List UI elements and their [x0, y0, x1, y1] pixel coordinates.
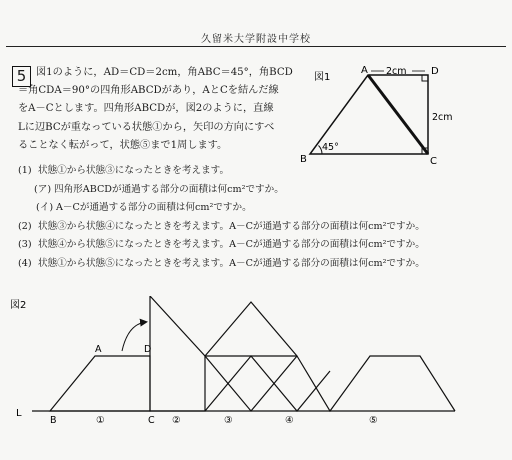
- question-text: A－Cが通過する部分の面積は何cm²ですか。: [56, 202, 252, 214]
- problem-statement: [18, 64, 314, 155]
- state-4-shape: [205, 356, 330, 411]
- label-d: D: [144, 344, 152, 355]
- state-5-label: ⑤: [369, 415, 378, 426]
- statement-line: 図1のように，AD＝CD＝2cm，角ABC＝45°，角BCD: [36, 67, 293, 78]
- right-angle-mark-d: [422, 75, 428, 81]
- label-d: D: [431, 66, 439, 77]
- state-2-label: ②: [172, 415, 181, 426]
- problem-number: 5: [12, 66, 31, 87]
- question-4: [18, 255, 425, 274]
- diagonal-a-c: [368, 75, 428, 154]
- figure-2-title: 図2: [10, 300, 27, 311]
- state-2-shape: [150, 296, 205, 411]
- question-1a: [18, 181, 425, 200]
- state-5-shape: [297, 356, 455, 411]
- question-number: (1): [18, 165, 32, 176]
- length-dc: 2cm: [432, 112, 453, 123]
- length-ad: 2cm: [386, 66, 407, 77]
- header-rule: [6, 46, 506, 47]
- figure-1-title: 図1: [314, 72, 331, 83]
- state-4-label: ④: [285, 415, 294, 426]
- question-number: (3): [18, 239, 32, 251]
- state-3-label: ③: [224, 415, 233, 426]
- question-3: [18, 236, 425, 255]
- question-1: [18, 162, 425, 181]
- label-a: A: [361, 65, 368, 76]
- question-text: 状態③から状態④になったときを考えます。A－Cが通過する部分の面積は何cm²ですか。: [38, 220, 425, 232]
- statement-line: をA－Cとします。四角形ABCDが，図2のように，直線: [18, 103, 274, 115]
- line-l-label: L: [16, 408, 22, 419]
- label-a: A: [95, 344, 102, 355]
- angle-label: 45°: [322, 142, 339, 153]
- question-1b: [18, 199, 425, 218]
- label-b: B: [50, 415, 57, 426]
- state-1-label: ①: [96, 415, 105, 426]
- question-text: 状態①から状態⑤になったときを考えます。A－Cが通過する部分の面積は何cm²ですか。: [38, 257, 425, 269]
- figure-1-diagram: [300, 58, 510, 166]
- statement-line: Lに辺BCが重なっている状態①から，矢印の方向にすべ: [18, 121, 275, 133]
- statement-line: ＝角CDA＝90°の四角形ABCDがあり，AとCを結んだ線: [18, 85, 279, 97]
- state-1-shape: [50, 356, 150, 411]
- figure-2-diagram: [10, 296, 502, 436]
- statement-line: ることなく転がって，状態⑤まで1周します。: [18, 139, 228, 151]
- question-text: 状態①から状態③になったときを考えます。: [38, 165, 230, 176]
- question-text: 状態④から状態⑤になったときを考えます。A－Cが通過する部分の面積は何cm²ですか。: [38, 239, 425, 251]
- rotation-arrow: [122, 322, 146, 351]
- label-b: B: [300, 154, 307, 165]
- question-2: [18, 218, 425, 237]
- question-number: (2): [18, 220, 32, 232]
- school-header: 久留米大学附設中学校: [201, 34, 311, 45]
- question-number: (4): [18, 257, 32, 269]
- questions-list: [18, 162, 425, 274]
- label-c: C: [148, 415, 155, 426]
- label-c: C: [430, 156, 437, 166]
- question-number: (ア): [34, 183, 52, 195]
- question-number: (イ): [36, 202, 54, 214]
- question-text: 四角形ABCDが通過する部分の面積は何cm²ですか。: [54, 183, 284, 195]
